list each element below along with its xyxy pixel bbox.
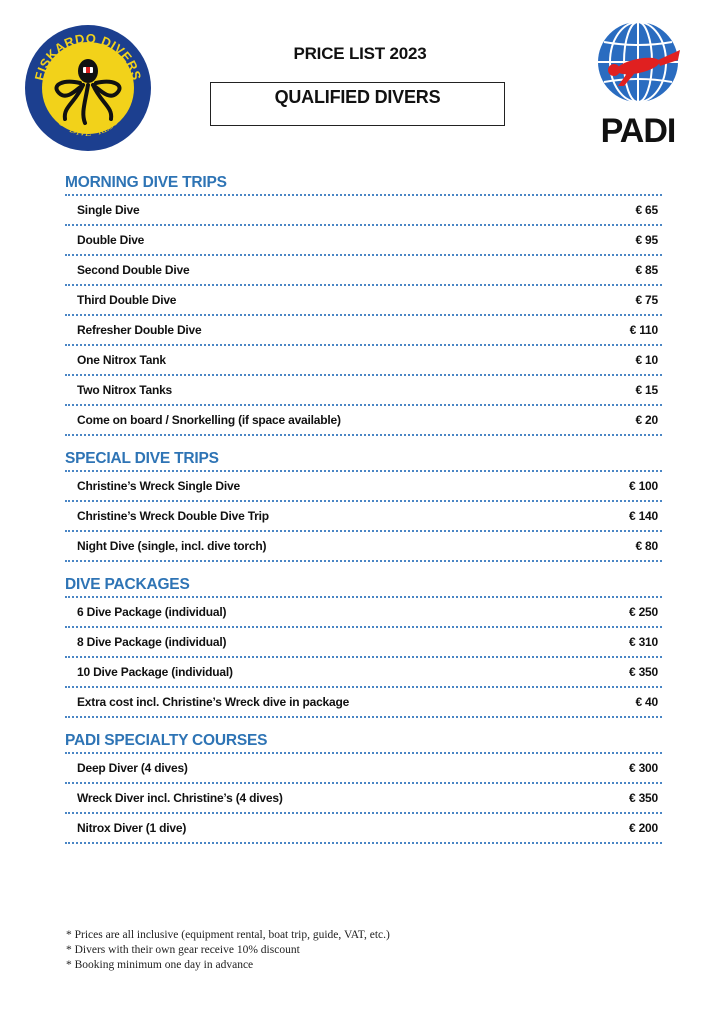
item-price: € 300 xyxy=(628,761,658,775)
price-row xyxy=(65,502,662,532)
item-price: € 40 xyxy=(635,695,658,709)
item-name: Night Dive (single, incl. dive torch) xyxy=(77,539,267,553)
fiskardo-divers-logo xyxy=(23,23,153,153)
item-price: € 110 xyxy=(629,323,658,337)
item-name: Third Double Dive xyxy=(77,293,177,307)
footnote: * Divers with their own gear receive 10% discount xyxy=(66,944,300,956)
page-title: PRICE LIST 2023 xyxy=(293,44,427,63)
logo-bottom-text: ECO · DIVE · RESORT xyxy=(47,108,129,140)
item-price: € 80 xyxy=(635,539,658,553)
price-row xyxy=(65,196,662,226)
footnotes xyxy=(66,928,390,973)
item-name: Two Nitrox Tanks xyxy=(77,383,173,397)
item-name: Refresher Double Dive xyxy=(77,323,202,337)
footnote: * Prices are all inclusive (equipment rental, boat trip, guide, VAT, etc.) xyxy=(66,929,390,941)
price-row xyxy=(65,598,662,628)
item-name: Single Dive xyxy=(77,203,140,217)
item-price: € 10 xyxy=(635,353,658,367)
item-name: 6 Dive Package (individual) xyxy=(77,605,227,619)
price-row xyxy=(65,346,662,376)
price-row xyxy=(65,376,662,406)
item-name: One Nitrox Tank xyxy=(77,353,166,367)
section-title: SPECIAL DIVE TRIPS xyxy=(65,448,662,472)
item-price: € 75 xyxy=(635,293,658,307)
section-title: DIVE PACKAGES xyxy=(65,574,662,598)
item-name: 10 Dive Package (individual) xyxy=(77,665,233,679)
item-price: € 140 xyxy=(628,509,658,523)
item-name: Double Dive xyxy=(77,233,145,247)
price-row xyxy=(65,286,662,316)
footnote: * Booking minimum one day in advance xyxy=(66,959,254,971)
item-name: Wreck Diver incl. Christine’s (4 dives) xyxy=(77,791,283,805)
section-special-dive-trips xyxy=(65,448,662,562)
price-row xyxy=(65,316,662,346)
price-row xyxy=(65,256,662,286)
logo-top-text: FISKARDO DIVERS xyxy=(31,30,145,82)
section-title: PADI SPECIALTY COURSES xyxy=(65,730,662,754)
item-price: € 200 xyxy=(628,821,658,835)
padi-logo xyxy=(588,20,688,148)
price-row xyxy=(65,226,662,256)
item-price: € 65 xyxy=(635,203,658,217)
item-price: € 250 xyxy=(628,605,658,619)
item-name: Extra cost incl. Christine’s Wreck dive in package xyxy=(77,695,350,709)
item-name: Christine’s Wreck Double Dive Trip xyxy=(77,509,269,523)
price-row xyxy=(65,658,662,688)
item-price: € 350 xyxy=(628,791,658,805)
item-price: € 350 xyxy=(628,665,658,679)
item-name: Christine’s Wreck Single Dive xyxy=(77,479,240,493)
item-price: € 20 xyxy=(635,413,658,427)
price-row xyxy=(65,406,662,436)
item-price: € 15 xyxy=(635,383,658,397)
section-padi-specialty-courses xyxy=(65,730,662,844)
price-row xyxy=(65,814,662,844)
price-row xyxy=(65,472,662,502)
price-row xyxy=(65,784,662,814)
item-name: 8 Dive Package (individual) xyxy=(77,635,227,649)
item-price: € 100 xyxy=(628,479,658,493)
price-row xyxy=(65,754,662,784)
subtitle-text: QUALIFIED DIVERS xyxy=(274,87,441,107)
item-price: € 310 xyxy=(628,635,658,649)
padi-wordmark: PADI xyxy=(600,112,676,148)
section-dive-packages xyxy=(65,574,662,718)
section-morning-dive-trips xyxy=(65,172,662,436)
price-list xyxy=(65,172,662,856)
price-row xyxy=(65,628,662,658)
price-row xyxy=(65,532,662,562)
page-subtitle xyxy=(210,82,505,126)
item-price: € 85 xyxy=(635,263,658,277)
section-title: MORNING DIVE TRIPS xyxy=(65,172,662,196)
item-name: Nitrox Diver (1 dive) xyxy=(77,821,187,835)
price-row xyxy=(65,688,662,718)
item-name: Come on board / Snorkelling (if space available) xyxy=(77,413,341,427)
item-price: € 95 xyxy=(635,233,658,247)
item-name: Deep Diver (4 dives) xyxy=(77,761,188,775)
item-name: Second Double Dive xyxy=(77,263,190,277)
